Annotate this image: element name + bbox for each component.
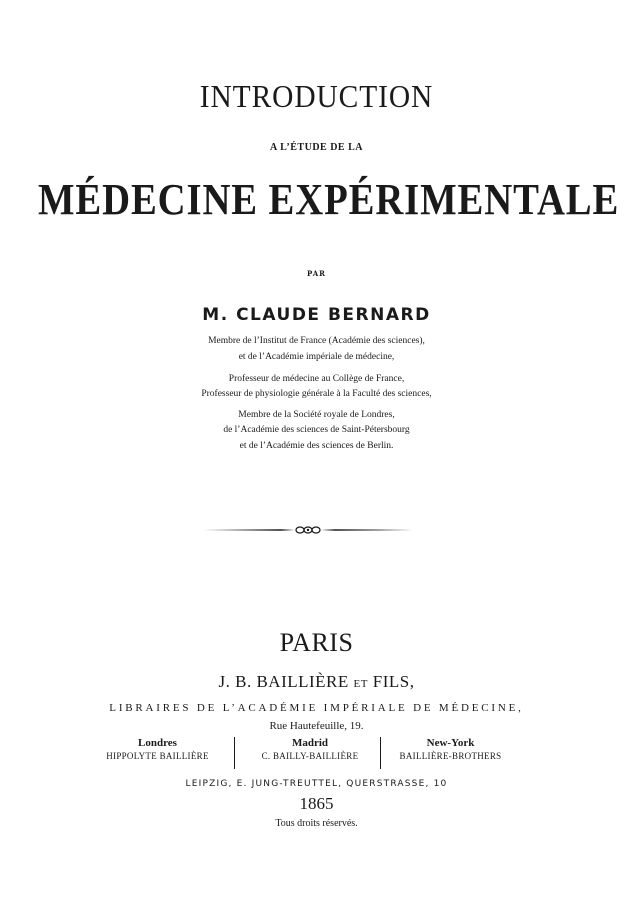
branch-madrid — [245, 737, 375, 761]
branch-divider — [380, 737, 381, 769]
branch-divider — [234, 737, 235, 769]
credential-line: et de l’Académie impériale de médecine, — [238, 352, 395, 362]
branch-agent: BAILLIÈRE-BROTHERS — [399, 751, 502, 761]
branch-agent: HIPPOLYTE BAILLIÈRE — [106, 751, 209, 761]
publisher-name — [0, 672, 633, 692]
credential-line: et de l’Académie des sciences de Berlin. — [239, 441, 394, 451]
credential-line: Membre de la Société royale de Londres, — [238, 410, 395, 420]
title-line-introduction: INTRODUCTION — [199, 78, 434, 114]
byline: PAR — [306, 269, 326, 278]
branch-city: New-York — [426, 737, 475, 749]
ornamental-rule — [203, 524, 413, 536]
publisher-address: Rue Hautefeuille, 19. — [269, 720, 364, 732]
credential-line: Membre de l’Institut de France (Académie des sciences), — [208, 336, 425, 346]
rights-notice: Tous droits réservés. — [275, 818, 358, 829]
branch-london — [95, 737, 220, 761]
publisher-et: ET — [353, 678, 368, 690]
credential-line: Professeur de physiologie générale à la Faculté des sciences, — [201, 389, 432, 399]
title-line-medecine: MÉDECINE EXPÉRIMENTALE — [37, 175, 620, 224]
title-line-etude: A L’ÉTUDE DE LA — [270, 142, 363, 153]
publisher-fils: FILS, — [372, 672, 415, 691]
publication-year: 1865 — [299, 794, 334, 813]
credential-line: Professeur de médecine au Collège de France, — [228, 374, 405, 384]
leipzig-agent: LEIPZIG, E. JUNG-TREUTTEL, QUERSTRASSE, 10 — [185, 779, 448, 789]
publisher-main: J. B. BAILLIÈRE — [218, 672, 349, 691]
branch-new-york — [388, 737, 513, 761]
author-name: M. CLAUDE BERNARD — [202, 305, 431, 325]
credential-line: de l’Académie des sciences de Saint-Pétersbourg — [223, 425, 410, 435]
branch-city: Madrid — [291, 737, 329, 749]
imprint-city: PARIS — [279, 628, 354, 657]
branch-city: Londres — [138, 737, 177, 749]
publisher-description: LIBRAIRES DE L’ACADÉMIE IMPÉRIALE DE MÉDECINE, — [109, 702, 524, 714]
branch-agent: C. BAILLY-BAILLIÈRE — [261, 751, 359, 761]
